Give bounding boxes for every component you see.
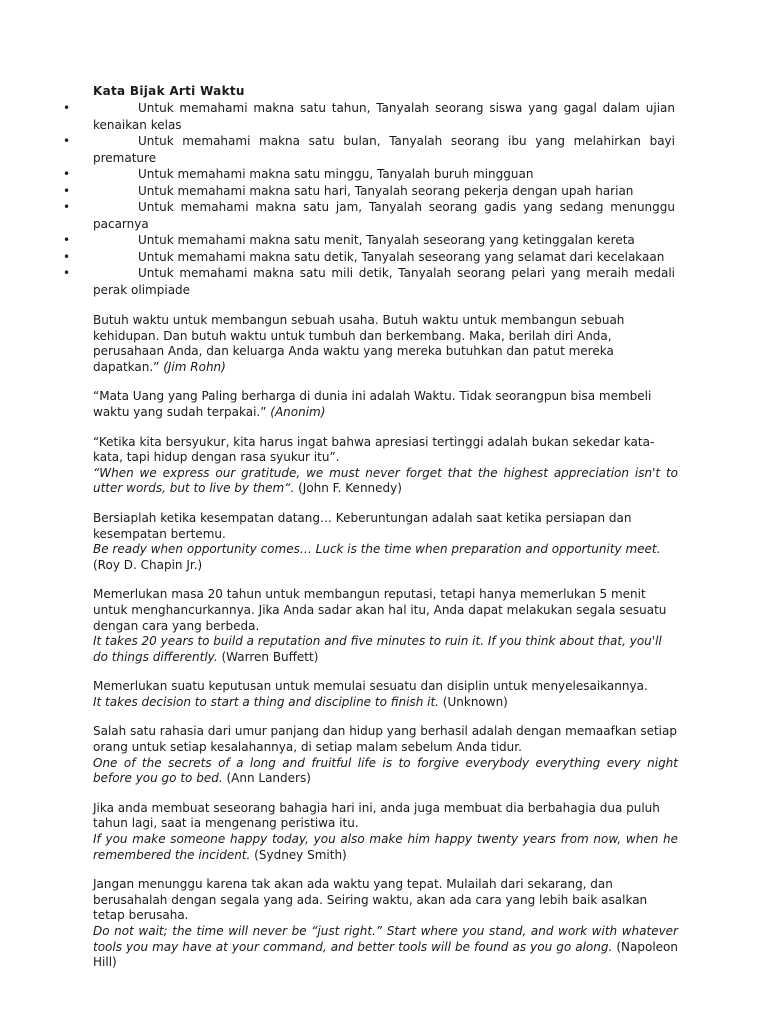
- quote-block: [93, 435, 678, 497]
- bullet-item: • Untuk memahami makna satu detik, Tanyalah seseorang yang selamat dari kecelakaan: [63, 249, 675, 266]
- bullet-item: • Untuk memahami makna satu minggu, Tanyalah buruh mingguan: [63, 166, 675, 183]
- quote-block: [93, 389, 678, 420]
- bullet-item: • Untuk memahami makna satu menit, Tanyalah seseorang yang ketinggalan kereta: [63, 232, 675, 249]
- quote-source: (Roy D. Chapin Jr.): [93, 557, 203, 572]
- quote-list: [93, 313, 678, 985]
- quote-text: Salah satu rahasia dari umur panjang dan hidup yang berhasil adalah dengan memaafkan setiap orang untuk setiap kesalahannya, di setiap malam sebelum Anda tidur.: [93, 724, 677, 755]
- quote-english: It takes 20 years to build a reputation and five minutes to ruin it. If you think about that, you'll do things differently. (Warren Buffett): [93, 634, 662, 664]
- quote-source: (Ann Landers): [226, 771, 311, 786]
- quote-source: (Anonim): [270, 404, 326, 419]
- quote-text: “Mata Uang yang Paling berharga di dunia ini adalah Waktu. Tidak seorangpun bisa membeli waktu yang sudah terpakai.” (Anonim): [93, 389, 652, 419]
- quote-text: “Ketika kita bersyukur, kita harus ingat bahwa apresiasi tertinggi adalah bukan sekedar kata-kata, tapi hidup dengan rasa syukur itu”.: [93, 434, 655, 465]
- quote-english: Do not wait; the time will never be “just right.” Start where you stand, and work with whatever tools you may have at your command, and better tools will be found as you go along. (Napoleon Hill): [93, 924, 678, 970]
- quote-text: Jika anda membuat seseorang bahagia hari ini, anda juga membuat dia berbahagia dua puluh tahun lagi, saat ia mengenang peristiwa itu.: [93, 800, 660, 831]
- document-title: Kata Bijak Arti Waktu: [93, 84, 245, 98]
- quote-text: Jangan menunggu karena tak akan ada waktu yang tepat. Mulailah dari sekarang, dan berusahalah dengan segala yang ada. Seiring waktu, akan ada cara yang lebih baik asalkan tetap berusaha.: [93, 877, 648, 923]
- quote-source: (Jim Rohn): [163, 359, 226, 374]
- quote-text: Butuh waktu untuk membangun sebuah usaha. Butuh waktu untuk membangun sebuah kehidupan. Dan butuh waktu untuk tumbuh dan berkembang. Maka, berilah diri Anda, perusahaan Anda, dan keluarga Anda waktu yang mereka butuhkan dan patut mereka dapatkan.” (Jim Rohn): [93, 313, 625, 374]
- quote-text: Bersiaplah ketika kesempatan datang… Keberuntungan adalah saat ketika persiapan dan kesempatan bertemu.: [93, 510, 632, 541]
- quote-text: Memerlukan suatu keputusan untuk memulai sesuatu dan disiplin untuk menyelesaikannya.: [93, 679, 648, 694]
- quote-source: (Unknown): [442, 694, 508, 709]
- quote-source: (Sydney Smith): [254, 847, 347, 862]
- quote-english: One of the secrets of a long and fruitful life is to forgive everybody everything every night before you go to bed. (Ann Landers): [93, 755, 678, 786]
- quote-source: (Warren Buffett): [221, 649, 319, 664]
- quote-block: [93, 877, 678, 971]
- bullet-item: • Untuk memahami makna satu jam, Tanyalah seorang gadis yang sedang menunggu pacarnya: [63, 199, 675, 232]
- bullet-item: • Untuk memahami makna satu tahun, Tanyalah seorang siswa yang gagal dalam ujian kenaikan kelas: [63, 100, 675, 133]
- bullet-item: • Untuk memahami makna satu mili detik, Tanyalah seorang pelari yang meraih medali perak olimpiade: [63, 265, 675, 298]
- quote-block: [93, 313, 678, 375]
- quote-block: [93, 511, 678, 573]
- bullet-item: • Untuk memahami makna satu bulan, Tanyalah seorang ibu yang melahirkan bayi premature: [63, 133, 675, 166]
- quote-block: [93, 587, 678, 665]
- quote-english: It takes decision to start a thing and discipline to finish it. (Unknown): [93, 694, 508, 709]
- quote-source: (Napoleon Hill): [93, 939, 678, 970]
- quote-english: If you make someone happy today, you also make him happy twenty years from now, when he remembered the incident. (Sydney Smith): [93, 832, 678, 862]
- quote-english: Be ready when opportunity comes… Luck is the time when preparation and opportunity meet. (Roy D. Chapin Jr.): [93, 542, 661, 572]
- quote-block: [93, 801, 678, 863]
- quote-english: “When we express our gratitude, we must never forget that the highest appreciation isn't to utter words, but to live by them“. (John F. Kennedy): [93, 465, 678, 496]
- bullet-list: [63, 100, 675, 298]
- quote-source: (John F. Kennedy): [298, 481, 402, 496]
- quote-text: Memerlukan masa 20 tahun untuk membangun reputasi, tetapi hanya memerlukan 5 menit untuk menghancurkannya. Jika Anda sadar akan hal itu, Anda dapat melakukan segala sesuatu dengan cara yang berbeda.: [93, 587, 667, 633]
- bullet-item: • Untuk memahami makna satu hari, Tanyalah seorang pekerja dengan upah harian: [63, 183, 675, 200]
- quote-block: [93, 724, 678, 786]
- quote-block: [93, 679, 678, 710]
